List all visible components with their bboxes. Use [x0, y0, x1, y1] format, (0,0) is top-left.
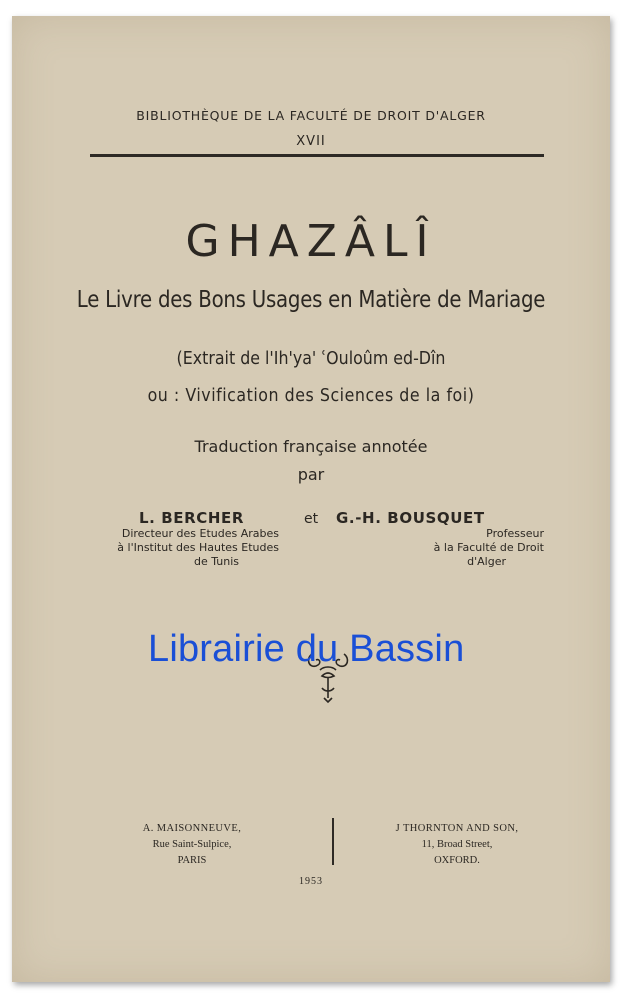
author-role-line: à la Faculté de Droit	[433, 541, 544, 554]
publisher-paris	[127, 821, 257, 869]
series-name: BIBLIOTHÈQUE DE LA FACULTÉ DE DROIT D'ALGER	[136, 108, 486, 123]
publisher-line: A. MAISONNEUVE,	[142, 823, 242, 834]
author-name: G.-H. BOUSQUET	[336, 509, 485, 527]
author-role-line: Directeur des Etudes Arabes	[121, 527, 279, 540]
publisher-line: J THORNTON AND SON,	[395, 823, 519, 834]
publisher-divider	[332, 818, 334, 865]
bookseller-watermark: Librairie du Bassin	[148, 628, 465, 670]
author-role-line: Professeur	[486, 527, 544, 540]
extract-line-2: ou : Vivification des Sciences de la foi)	[147, 385, 475, 406]
author-name: L. BERCHER	[138, 509, 245, 527]
author-role-line: à l'Institut des Hautes Etudes	[117, 541, 279, 554]
author-bousquet	[336, 509, 546, 569]
main-title: GHAZÂLÎ	[185, 216, 437, 267]
subtitle: Le Livre des Bons Usages en Matière de Mariage	[76, 287, 546, 313]
book-cover	[12, 16, 610, 982]
extract-line-1: (Extrait de l'Ih'ya' ʿOuloûm ed-Dîn	[176, 348, 446, 369]
publisher-line: Rue Saint-Sulpice,	[152, 839, 232, 850]
author-role-line: de Tunis	[193, 555, 239, 568]
et-conjunction: et	[304, 511, 319, 527]
publisher-line: PARIS	[177, 855, 207, 866]
author-bercher	[84, 509, 279, 569]
publisher-line: OXFORD.	[434, 855, 480, 866]
header-divider	[90, 154, 544, 157]
par-label: par	[297, 465, 325, 484]
publisher-oxford	[382, 821, 532, 869]
publication-year: 1953	[299, 876, 323, 887]
author-role-line: d'Alger	[467, 555, 506, 568]
publisher-line: 11, Broad Street,	[421, 839, 493, 850]
translation-label: Traduction française annotée	[194, 437, 428, 456]
volume-number: XVII	[296, 134, 326, 149]
